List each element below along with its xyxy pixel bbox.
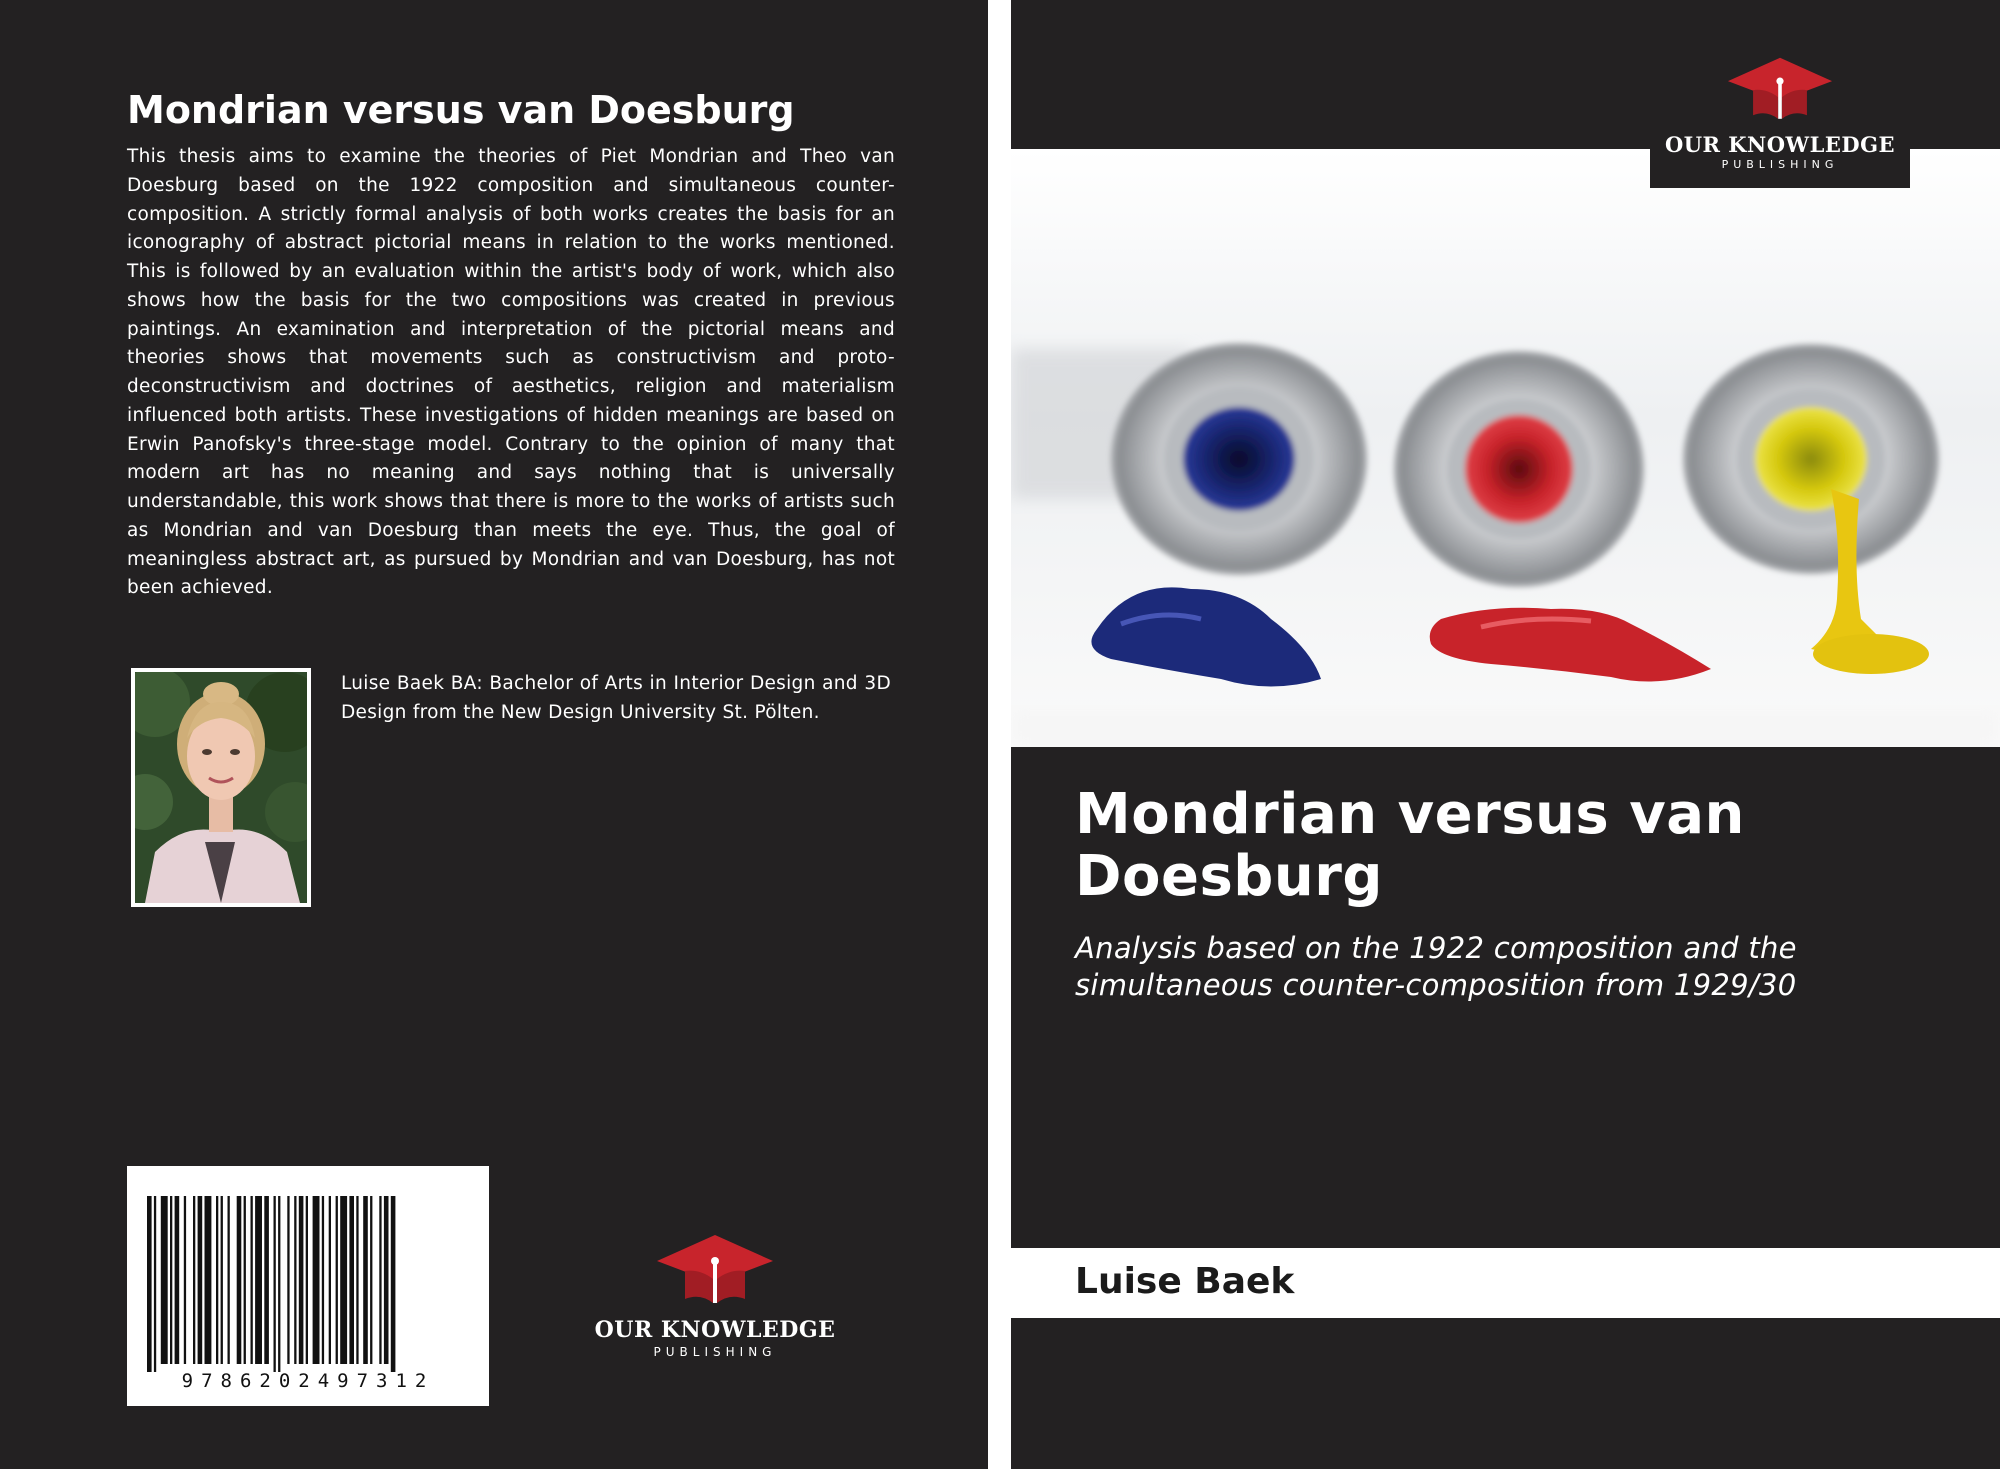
barcode-bar bbox=[198, 1196, 203, 1364]
back-cover-title: Mondrian versus van Doesburg bbox=[127, 88, 795, 132]
barcode-bar bbox=[244, 1196, 246, 1364]
author-bio: Luise Baek BA: Bachelor of Arts in Interior Design and 3D Design from the New Design University St. Pölten. bbox=[341, 673, 891, 723]
graduation-cap-book-icon bbox=[655, 1233, 775, 1311]
back-logo-name: OUR KNOWLEDGE bbox=[594, 1317, 836, 1343]
barcode-bar bbox=[306, 1196, 308, 1364]
paint-tubes-illustration bbox=[1011, 149, 2000, 747]
front-cover-subtitle: Analysis based on the 1922 composition and the simultaneous counter-composition from 1929/30 bbox=[1075, 931, 1797, 1002]
back-cover-blurb: This thesis aims to examine the theories of Piet Mondrian and Theo van Doesburg based on the 1922 composition and simultaneous counter-composition. A strictly formal analysis of both works creates the basis for an iconography of abstract pictorial means in relation to the works mentioned. This is followed by an evaluation within the artist's body of work, which also shows how the basis for the two compositions was created in previous paintings. An examination and interpretation of the pictorial means and theories shows that movements such as constructivism and proto-deconstructivism and doctrines of aesthetics, religion and materialism influenced both artists. These investigations of hidden meanings are based on Erwin Panofsky's three-stage model. Contrary to the opinion of many that modern art has no meaning and says nothing that is universally understandable, this work shows that there is more to the works of artists such as Mondrian and van Doesburg than meets the eye. Thus, the goal of meaningless abstract art, as pursued by Mondrian and van Doesburg, has not been achieved. bbox=[127, 146, 895, 599]
barcode-bar bbox=[287, 1196, 289, 1364]
barcode-bar bbox=[391, 1196, 396, 1372]
author-photo bbox=[131, 668, 311, 907]
barcode-bar bbox=[237, 1196, 242, 1364]
barcode-bar bbox=[216, 1196, 218, 1364]
back-logo-sub: PUBLISHING bbox=[653, 1345, 777, 1359]
barcode-bar bbox=[147, 1196, 152, 1372]
barcode-bar bbox=[294, 1196, 296, 1364]
barcode-bar bbox=[221, 1196, 223, 1364]
barcode-bar bbox=[322, 1196, 324, 1364]
spine-divider bbox=[988, 0, 1011, 1469]
front-logo-name: OUR KNOWLEDGE bbox=[1664, 132, 1896, 157]
author-band bbox=[1011, 1248, 2000, 1318]
barcode-bar bbox=[170, 1196, 172, 1364]
barcode-bar bbox=[379, 1196, 381, 1364]
barcode-bar bbox=[264, 1196, 269, 1364]
barcode-bar bbox=[255, 1196, 262, 1364]
barcode-bar bbox=[175, 1196, 180, 1364]
barcode-bar bbox=[193, 1196, 195, 1364]
barcode-bar bbox=[340, 1196, 347, 1364]
barcode-bar bbox=[161, 1196, 168, 1364]
barcode-digits: 9786202497312 bbox=[181, 1370, 435, 1392]
barcode-bars bbox=[127, 1166, 489, 1372]
paint-tubes-image bbox=[1011, 149, 2000, 747]
front-publisher-logo bbox=[1650, 56, 1910, 171]
barcode-bar bbox=[299, 1196, 304, 1364]
front-cover-title: Mondrian versus van Doesburg bbox=[1075, 782, 1745, 909]
barcode-bar bbox=[274, 1196, 276, 1372]
back-publisher-logo bbox=[590, 1233, 840, 1359]
barcode-bar bbox=[313, 1196, 320, 1364]
barcode-bar bbox=[363, 1196, 368, 1364]
barcode-bar bbox=[384, 1196, 389, 1364]
barcode-bar bbox=[336, 1196, 338, 1364]
barcode-bar bbox=[228, 1196, 230, 1364]
author-portrait-image bbox=[135, 672, 307, 903]
back-cover bbox=[0, 0, 988, 1469]
barcode-bar bbox=[154, 1196, 156, 1372]
barcode-bar bbox=[184, 1196, 186, 1364]
barcode-bar bbox=[329, 1196, 331, 1364]
graduation-cap-book-icon bbox=[1725, 56, 1835, 126]
barcode-bar bbox=[278, 1196, 280, 1372]
front-author-name: Luise Baek bbox=[1075, 1261, 1295, 1302]
isbn-barcode bbox=[127, 1166, 489, 1406]
barcode-bar bbox=[205, 1196, 212, 1364]
barcode-bar bbox=[356, 1196, 358, 1364]
barcode-bar bbox=[349, 1196, 354, 1364]
barcode-bar bbox=[251, 1196, 253, 1364]
barcode-bar bbox=[370, 1196, 372, 1364]
front-bottom-band bbox=[1011, 1318, 2000, 1469]
front-logo-sub: PUBLISHING bbox=[1721, 158, 1839, 171]
